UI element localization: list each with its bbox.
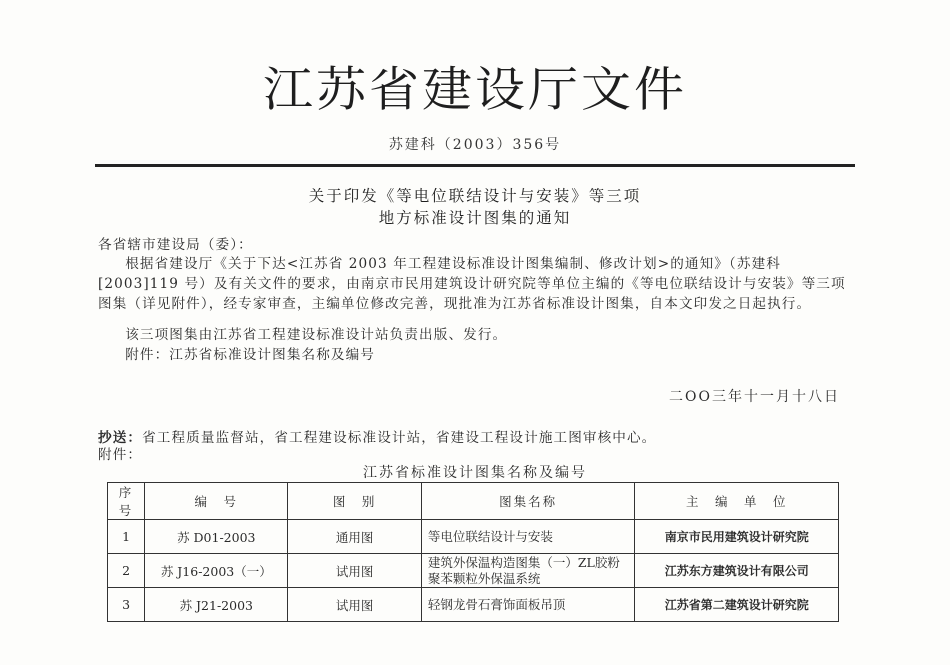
row-name: 轻钢龙骨石膏饰面板吊顶 <box>421 588 635 622</box>
row-name: 建筑外保温构造图集（一）ZL胶粉聚苯颗粒外保温系统 <box>421 554 635 588</box>
body-paragraph-2: 该三项图集由江苏省工程建设标准设计站负责出版、发行。 <box>125 327 508 343</box>
row-editor: 江苏东方建筑设计有限公司 <box>635 554 839 588</box>
notice-title-line-2: 地方标准设计图集的通知 <box>378 209 572 227</box>
table-row <box>108 588 839 622</box>
row-seq: 3 <box>108 588 145 622</box>
row-seq: 1 <box>108 520 145 554</box>
header-seq: 序号 <box>108 483 145 520</box>
header-category: 图 别 <box>288 483 421 520</box>
row-editor: 南京市民用建筑设计研究院 <box>635 520 839 554</box>
header-name: 图集名称 <box>421 483 635 520</box>
issue-date: 二OO三年十一月十八日 <box>669 389 840 405</box>
attachment-reference: 附件：江苏省标准设计图集名称及编号 <box>125 347 375 363</box>
header-editor: 主 编 单 位 <box>635 483 839 520</box>
document-number: 苏建科（2003）356号 <box>388 137 562 153</box>
table-row <box>108 554 839 588</box>
row-code: 苏 J16-2003（一） <box>145 554 288 588</box>
atlas-register-table <box>107 482 839 622</box>
header-divider <box>95 164 855 167</box>
row-seq: 2 <box>108 554 145 588</box>
row-category: 试用图 <box>288 554 421 588</box>
table-row <box>108 520 839 554</box>
table-header-row <box>108 483 839 520</box>
row-category: 通用图 <box>288 520 421 554</box>
header-code: 编 号 <box>145 483 288 520</box>
attachment-label: 附件： <box>98 447 143 463</box>
table-title: 江苏省标准设计图集名称及编号 <box>363 465 587 481</box>
body-paragraph-1: 根据省建设厅《关于下达<江苏省 2003 年工程建设标准设计图集编制、修改计划>的通知》（苏建科[2003]119 号）及有关文件的要求，由南京市民用建筑设计研究院等单位主编的《等电位联结设计与安装》等三项图集（详见附件），经专家审查，主编单位修改完善，现批准为江苏省标准设计图集，自本文印发之日起执行。 <box>98 256 846 312</box>
distribution-recipients: 省工程质量监督站，省工程建设标准设计站，省建设工程设计施工图审核中心。 <box>142 430 657 446</box>
row-name: 等电位联结设计与安装 <box>421 520 635 554</box>
addressee: 各省辖市建设局（委）： <box>98 237 253 253</box>
row-category: 试用图 <box>288 588 421 622</box>
row-editor: 江苏省第二建筑设计研究院 <box>635 588 839 622</box>
notice-title-line-1: 关于印发《等电位联结设计与安装》等三项 <box>308 187 642 205</box>
document-masthead: 江苏省建设厅文件 <box>263 62 687 118</box>
row-code: 苏 J21-2003 <box>145 588 288 622</box>
row-code: 苏 D01-2003 <box>145 520 288 554</box>
distribution-label: 抄送： <box>98 430 143 446</box>
